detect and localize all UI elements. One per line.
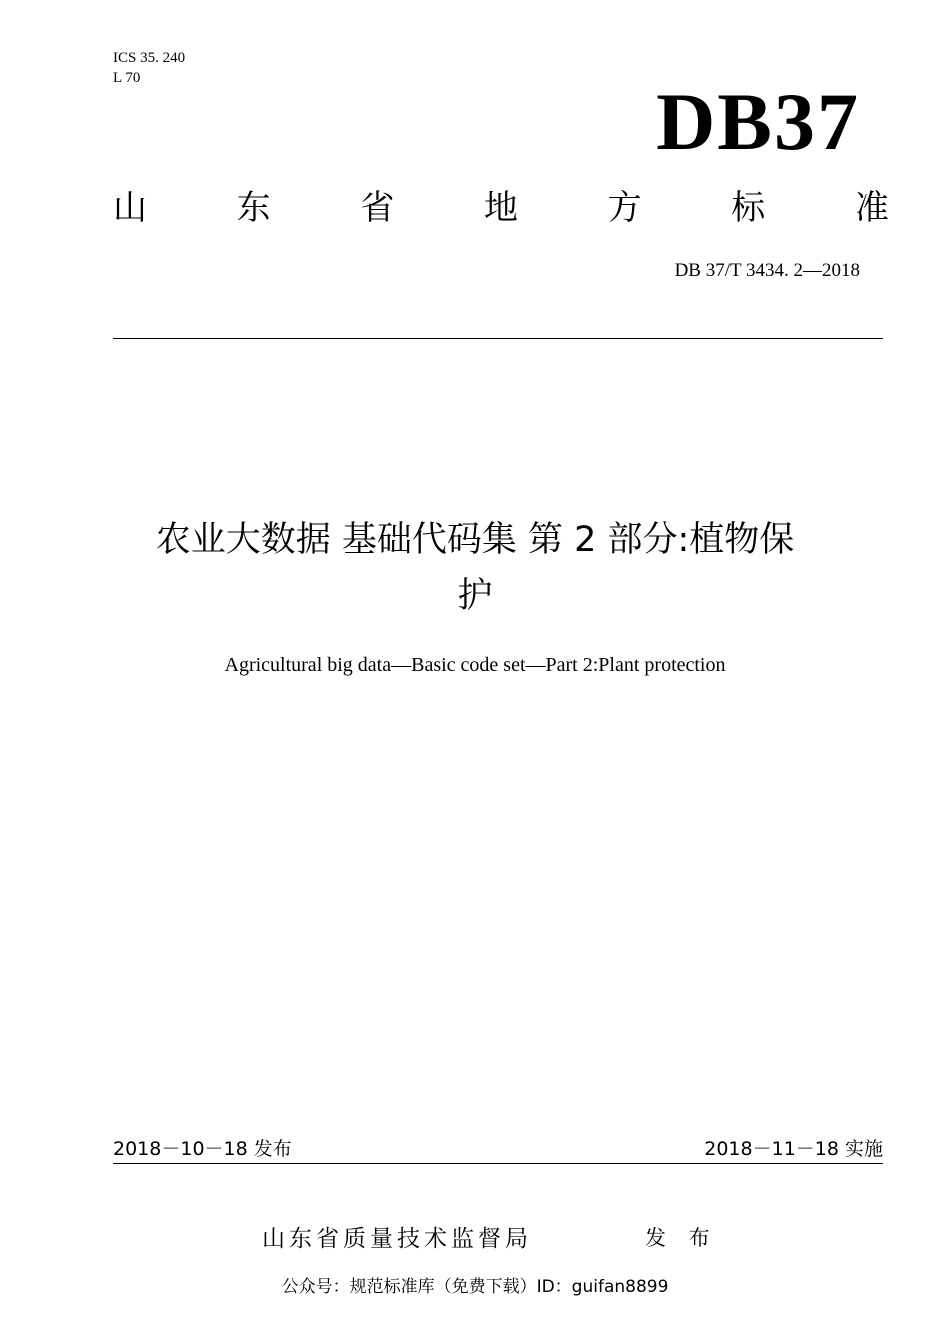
bottom-divider <box>113 1163 883 1164</box>
standard-type-char: 山 <box>113 188 147 228</box>
chinese-title <box>60 512 890 624</box>
standard-type-char: 准 <box>854 188 889 228</box>
issue-label: 发 布 <box>645 1226 718 1250</box>
standard-type-char: 地 <box>483 188 518 228</box>
chinese-title-line-1: 农业大数据 基础代码集 第 2 部分:植物保 <box>155 520 795 560</box>
ics-code: ICS 35. 240 <box>113 50 186 66</box>
ccs-code: L 70 <box>113 70 141 86</box>
publish-date: 2018－10－18 发布 <box>113 1138 292 1160</box>
implement-date: 2018－11－18 实施 <box>704 1138 883 1160</box>
issuing-authority: 山东省质量技术监督局 <box>262 1226 532 1252</box>
standard-type-char: 标 <box>731 188 766 228</box>
standard-type-char: 省 <box>360 188 395 228</box>
standard-type-char: 东 <box>236 188 271 228</box>
standard-number: DB 37/T 3434. 2—2018 <box>674 260 860 281</box>
footer-note: 公众号：规范标准库（免费下载）ID：guifan8899 <box>281 1277 669 1297</box>
standard-code: DB37 <box>656 76 860 167</box>
chinese-title-line-2: 护 <box>457 576 493 616</box>
standard-type <box>113 185 889 231</box>
english-title: Agricultural big data—Basic code set—Part 2:Plant protection <box>224 654 726 676</box>
classification-codes <box>113 48 185 88</box>
standard-type-char: 方 <box>607 188 642 228</box>
top-divider <box>113 338 883 339</box>
